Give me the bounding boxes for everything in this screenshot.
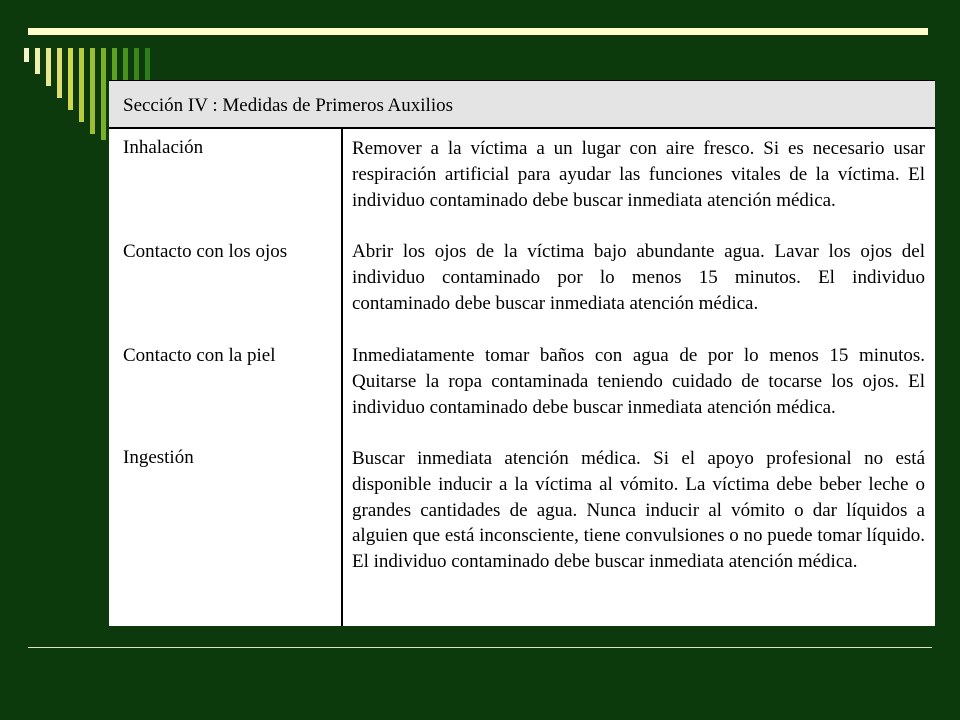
column-divider xyxy=(341,129,343,626)
first-aid-table-image xyxy=(109,80,935,626)
section-title: Sección IV : Medidas de Primeros Auxilios xyxy=(123,95,454,116)
stripe xyxy=(101,48,106,140)
row-label-eye-contact: Contacto con los ojos xyxy=(123,241,288,262)
row-text-inhalation: Remover a la víctima a un lugar con aire fresco. Si es necesario usar respiración artificial para ayudar las funciones vitales de la víctima. El individuo contaminado debe buscar inmediata atención médica. xyxy=(352,138,925,211)
stripe xyxy=(24,48,29,62)
row-text-skin-contact: Inmediatamente tomar baños con agua de por lo menos 15 minutos. Quitarse la ropa contaminada teniendo cuidado de tocarse los ojos. El individuo contaminado debe buscar inmediata atención médica. xyxy=(352,345,925,418)
bottom-rule xyxy=(28,647,932,648)
row-label-ingestion: Ingestión xyxy=(123,447,194,468)
stripe xyxy=(90,48,95,134)
stripe xyxy=(57,48,62,98)
stripe xyxy=(68,48,73,110)
row-label-inhalation: Inhalación xyxy=(123,137,204,158)
stripe xyxy=(46,48,51,86)
top-accent-bar xyxy=(28,28,928,35)
row-label-skin-contact: Contacto con la piel xyxy=(123,345,276,366)
stripe xyxy=(35,48,40,74)
table-header xyxy=(109,81,935,129)
row-text-eye-contact: Abrir los ojos de la víctima bajo abundante agua. Lavar los ojos del individuo contaminado por lo menos 15 minutos. El individuo contaminado debe buscar inmediata atención médica. xyxy=(352,241,925,314)
stripe xyxy=(79,48,84,122)
row-text-ingestion: Buscar inmediata atención médica. Si el apoyo profesional no está disponible inducir a la víctima al vómito. La víctima debe beber leche o grandes cantidades de agua. Nunca inducir al vómito o dar líquidos a alguien que está inconsciente, tiene convulsiones o no puede tomar líquido. El individuo contaminado debe buscar inmediata atención médica. xyxy=(352,448,926,573)
